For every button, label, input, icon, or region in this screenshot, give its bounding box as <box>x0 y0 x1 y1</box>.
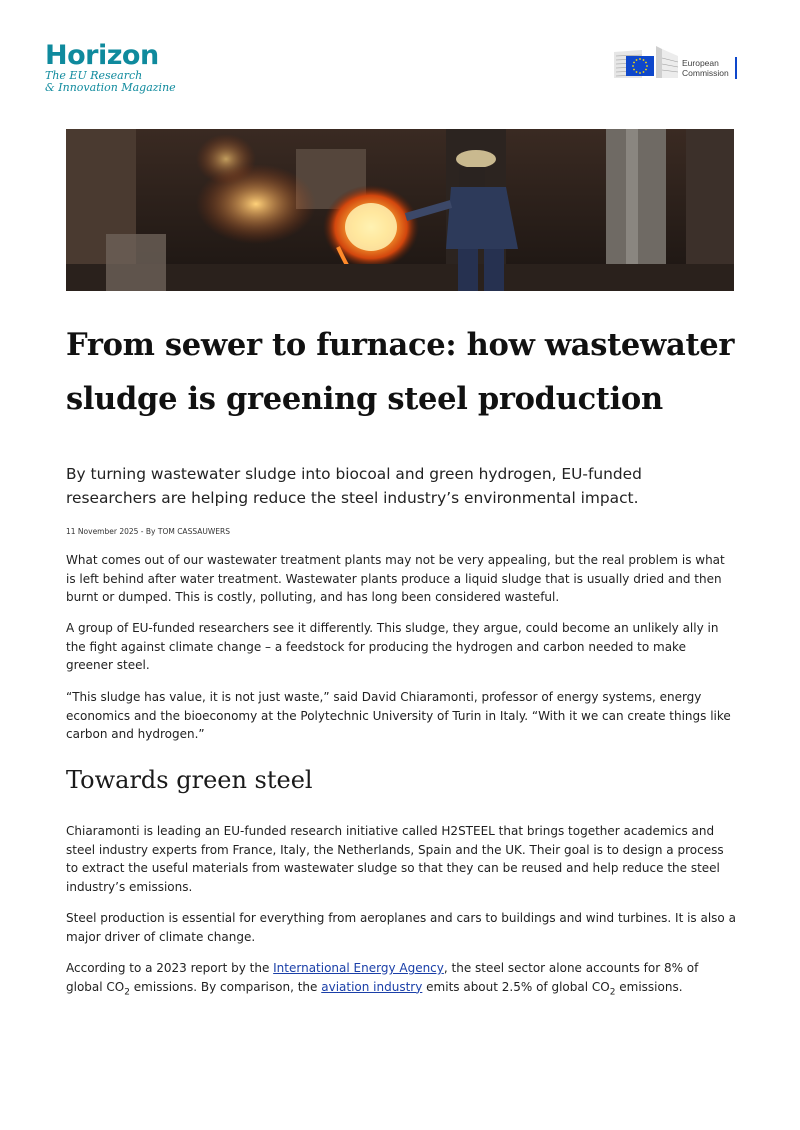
paragraph-1: What comes out of our wastewater treatment plants may not be very appealing, but the real problem is what is left behind after water treatment. Wastewater plants produce a liquid sludge that is usually dried and then burnt or dumped. This is costly, polluting, and has long been considered wasteful. <box>66 553 725 604</box>
eu-flag-building-icon <box>612 44 682 84</box>
p6-text1: According to a 2023 report by the <box>66 961 274 975</box>
article-lead: By turning wastewater sludge into biocoal and green hydrogen, EU-funded researchers are helping reduce the steel industry’s environmental impact. <box>66 465 642 507</box>
article-title-line2: sludge is greening steel production <box>66 381 663 417</box>
article-title-line1: From sewer to furnace: how wastewater <box>66 327 735 363</box>
foundry-worker-image <box>66 129 734 291</box>
paragraph-4: Chiaramonti is leading an EU-funded research initiative called H2STEEL that brings together academics and steel industry experts from France, Italy, the Netherlands, Spain and the UK. Their goal is to design a process to extract the useful materials from wastewater sludge so that they can be reused and help reduce the steel industry’s emissions. <box>66 824 724 894</box>
co2-subscript-2: 2 <box>609 986 616 997</box>
p6-text2: , the steel sector alone accounts for 8% of global CO <box>66 961 699 994</box>
iea-link[interactable]: International Energy Agency <box>273 961 444 975</box>
article-meta: 11 November 2025 - By TOM CASSAUWERS <box>66 527 230 536</box>
paragraph-2: A group of EU-funded researchers see it differently. This sludge, they argue, could become an unlikely ally in the fight against climate change – a feedstock for producing the hydrogen and carbon needed to make greener steel. <box>66 621 719 672</box>
co2-subscript-1: 2 <box>124 986 130 997</box>
site-header <box>0 0 800 110</box>
paragraph-6 <box>66 959 736 996</box>
ec-divider <box>735 57 737 79</box>
p6-text4: emits about 2.5% of global CO <box>422 979 610 994</box>
european-commission-logo[interactable] <box>612 44 742 84</box>
logo-subtitle-line2: & Innovation Magazine <box>45 81 176 94</box>
paragraph-3: “This sludge has value, it is not just waste,” said David Chiaramonti, professor of energy systems, energy economics and the bioeconomy at the Polytechnic University of Turin in Italy. “With it we can create things like carbon and hydrogen.” <box>66 690 731 741</box>
logo-subtitle-line1: The EU Research <box>45 69 143 82</box>
horizon-logo[interactable] <box>45 42 176 94</box>
section-heading: Towards green steel <box>66 766 313 794</box>
p6-text5: emissions. <box>615 979 683 994</box>
logo-title: Horizon <box>45 40 159 71</box>
ec-label-line1: European <box>682 58 719 68</box>
aviation-industry-link[interactable]: aviation industry <box>321 979 423 994</box>
ec-label <box>682 58 729 78</box>
paragraph-5: Steel production is essential for everything from aeroplanes and cars to buildings and wind turbines. It is also a major driver of climate change. <box>66 911 736 944</box>
hero-image <box>66 129 734 291</box>
p6-text3: emissions. By comparison, the <box>129 979 322 994</box>
ec-label-line2: Commission <box>682 68 729 78</box>
article-title <box>66 318 746 426</box>
